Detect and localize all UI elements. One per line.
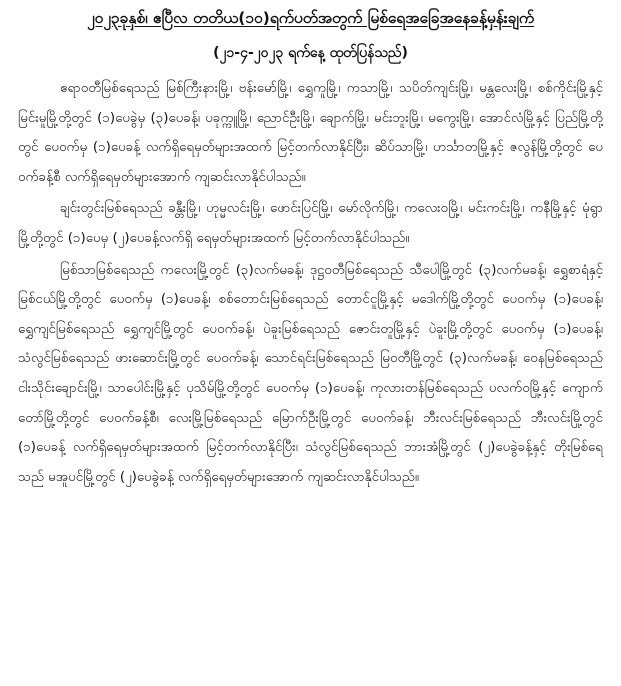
paragraph-chindwin: ချင်းတွင်းမြစ်ရေသည် ခန္တီးမြို့၊ ဟုမ္မလင်းမြို့၊ ဖောင်းပြင်မြို့၊ မော်လိုက်မြို့၊ ကလေးဝမြို့၊ မင်းကင်းမြို့၊ ကနီမြို့နှင့် မုံရွာမြို့တို့တွင် (၁)ပေမှ (၂)ပေခန့်လက်ရှိ ရေမှတ်များအထက် မြင့်တက်လာနိုင်ပါသည်။ xyxy=(18,201,603,246)
document-title-text: ၂၀၂၃ခုနှစ်၊ ဧပြီလ တတိယ(၁၀)ရက်ပတ်အတွက် မြစ်ရေအခြေအနေခန့်မှန်းချက် xyxy=(86,9,535,27)
paragraph-ayeyarwady: ဧရာဝတီမြစ်ရေသည် မြစ်ကြီးနားမြို့၊ ဗန်းမော်မြို့၊ ရွှေကူမြို့၊ ကသာမြို့၊ သပိတ်ကျင်းမြို့၊ မန္တလေးမြို့၊ စစ်ကိုင်းမြို့နှင့် မြင်းမူမြို့တို့တွင် (၁)ပေခွဲမှ (၃)ပေခန့်၊ ပခုက္ကူမြို့၊ ညောင်ဦးမြို့၊ ချောက်မြို့၊ မင်းဘူးမြို့၊ မကွေးမြို့၊ အောင်လံမြို့နှင့် ပြည်မြို့တို့တွင် ပေဝက်မှ (၁)ပေခန့် လက်ရှိရေမှတ်များအထက် မြင့်တက်လာနိုင်ပြီး၊ ဆိပ်သာမြို့၊ ဟင်္သာတမြို့နှင့် ဇလွန်မြို့တို့တွင် ပေဝက်ခန့်စီ လက်ရှိရေမှတ်များအောက် ကျဆင်းလာနိုင်ပါသည်။ xyxy=(18,81,603,185)
paragraph-other-rivers: မြစ်သာမြစ်ရေသည် ကလေးမြို့တွင် (၃)လက်မခန့်၊ ဒုဋ္ဌဝတီမြစ်ရေသည် သီပေါမြို့တွင် (၃)လက်မခန့်၊ ရွှေစာရံနှင့် မြစ်ငယ်မြို့တို့တွင် ပေဝက်မှ (၁)ပေခန့်၊ စစ်တောင်းမြစ်ရေသည် တောင်ငူမြို့နှင့် မဒေါက်မြို့တို့တွင် ပေဝက်မှ (၁)ပေခန့်၊ ရွှေကျင်မြစ်ရေသည် ရွှေကျင်မြို့တွင် ပေဝက်ခန့်၊ ပဲခူးမြစ်ရေသည် ဇောင်းတူမြို့နှင့် ပဲခူးမြို့တို့တွင် ပေဝက်မှ (၁)ပေခန့်၊ သံလွင်မြစ်ရေသည် ဖားဆောင်းမြို့တွင် ပေဝက်ခန့်၊ သောင်ရင်းမြစ်ရေသည် မြဝတီမြို့တွင် (၃)လက်မခန့်၊ ဝေနမြစ်ရေသည် ငါးသိုင်းချောင်းမြို့၊ သာပေါင်းမြို့နှင့် ပုသိမ်မြို့တို့တွင် ပေဝက်မှ (၁)ပေခန့်၊ ကုလားတန်မြစ်ရေသည် ပလက်ဝမြို့နှင့် ကျောက်တော်မြို့တို့တွင် ပေဝက်ခန့်စီ၊ လေးမြို့မြစ်ရေသည် မြောက်ဦးမြို့တွင် ပေဝက်ခန့်၊ ဘီးလင်းမြစ်ရေသည် ဘီးလင်းမြို့တွင် (၁)ပေခန့် လက်ရှိရေမှတ်များအထက် မြင့်တက်လာနိုင်ပြီး၊ သံလွင်မြစ်ရေသည် ဘားအံမြို့တွင် (၂)ပေခွဲခန့်နှင့် တိုးမြစ်ရေသည် မအူပင်မြို့တွင် (၂)ပေခွဲခန့် လက်ရှိရေမှတ်များအောက် ကျဆင်းလာနိုင်ပါသည်။ xyxy=(18,262,603,485)
document-subtitle: (၂၁-၄-၂၀၂၃ ရက်နေ့ ထုတ်ပြန်သည်) xyxy=(213,45,408,61)
document-title xyxy=(18,6,603,30)
